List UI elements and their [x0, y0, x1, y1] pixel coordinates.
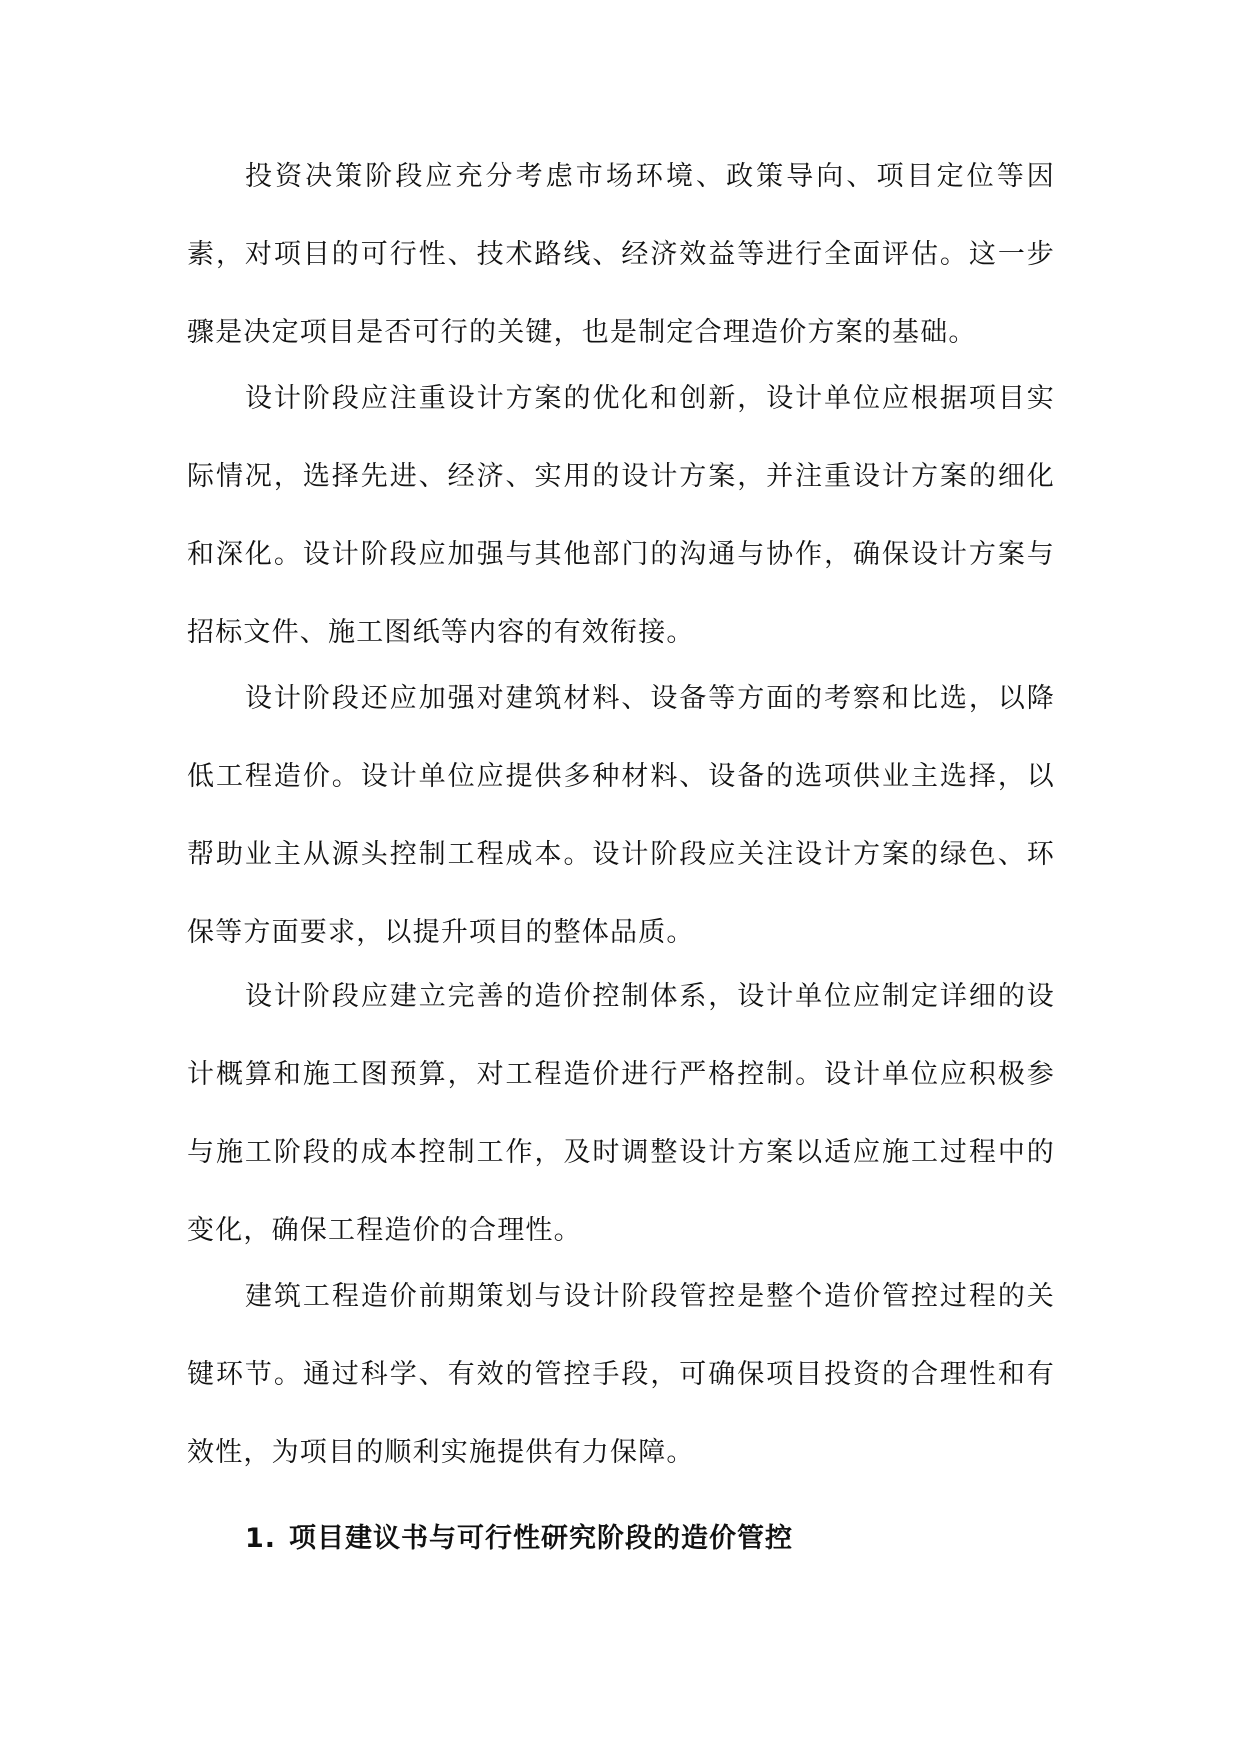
section-number: 1. [245, 1523, 277, 1554]
body-paragraph: 投资决策阶段应充分考虑市场环境、政策导向、项目定位等因素，对项目的可行性、技术路线、经济效益等进行全面评估。这一步骤是决定项目是否可行的关键，也是制定合理造价方案的基础。 [187, 161, 1055, 348]
section-title: 项目建议书与可行性研究阶段的造价管控 [289, 1523, 793, 1554]
body-paragraph: 设计阶段还应加强对建筑材料、设备等方面的考察和比选，以降低工程造价。设计单位应提供多种材料、设备的选项供业主选择，以帮助业主从源头控制工程成本。设计阶段应关注设计方案的绿色、环保等方面要求，以提升项目的整体品质。 [187, 683, 1055, 948]
body-paragraph: 设计阶段应注重设计方案的优化和创新，设计单位应根据项目实际情况，选择先进、经济、实用的设计方案，并注重设计方案的细化和深化。设计阶段应加强与其他部门的沟通与协作，确保设计方案与招标文件、施工图纸等内容的有效衔接。 [187, 383, 1055, 648]
section-heading [245, 1500, 1055, 1578]
body-paragraph: 设计阶段应建立完善的造价控制体系，设计单位应制定详细的设计概算和施工图预算，对工程造价进行严格控制。设计单位应积极参与施工阶段的成本控制工作，及时调整设计方案以适应施工过程中的变化，确保工程造价的合理性。 [187, 981, 1055, 1246]
body-paragraph: 建筑工程造价前期策划与设计阶段管控是整个造价管控过程的关键环节。通过科学、有效的管控手段，可确保项目投资的合理性和有效性，为项目的顺利实施提供有力保障。 [187, 1281, 1055, 1468]
